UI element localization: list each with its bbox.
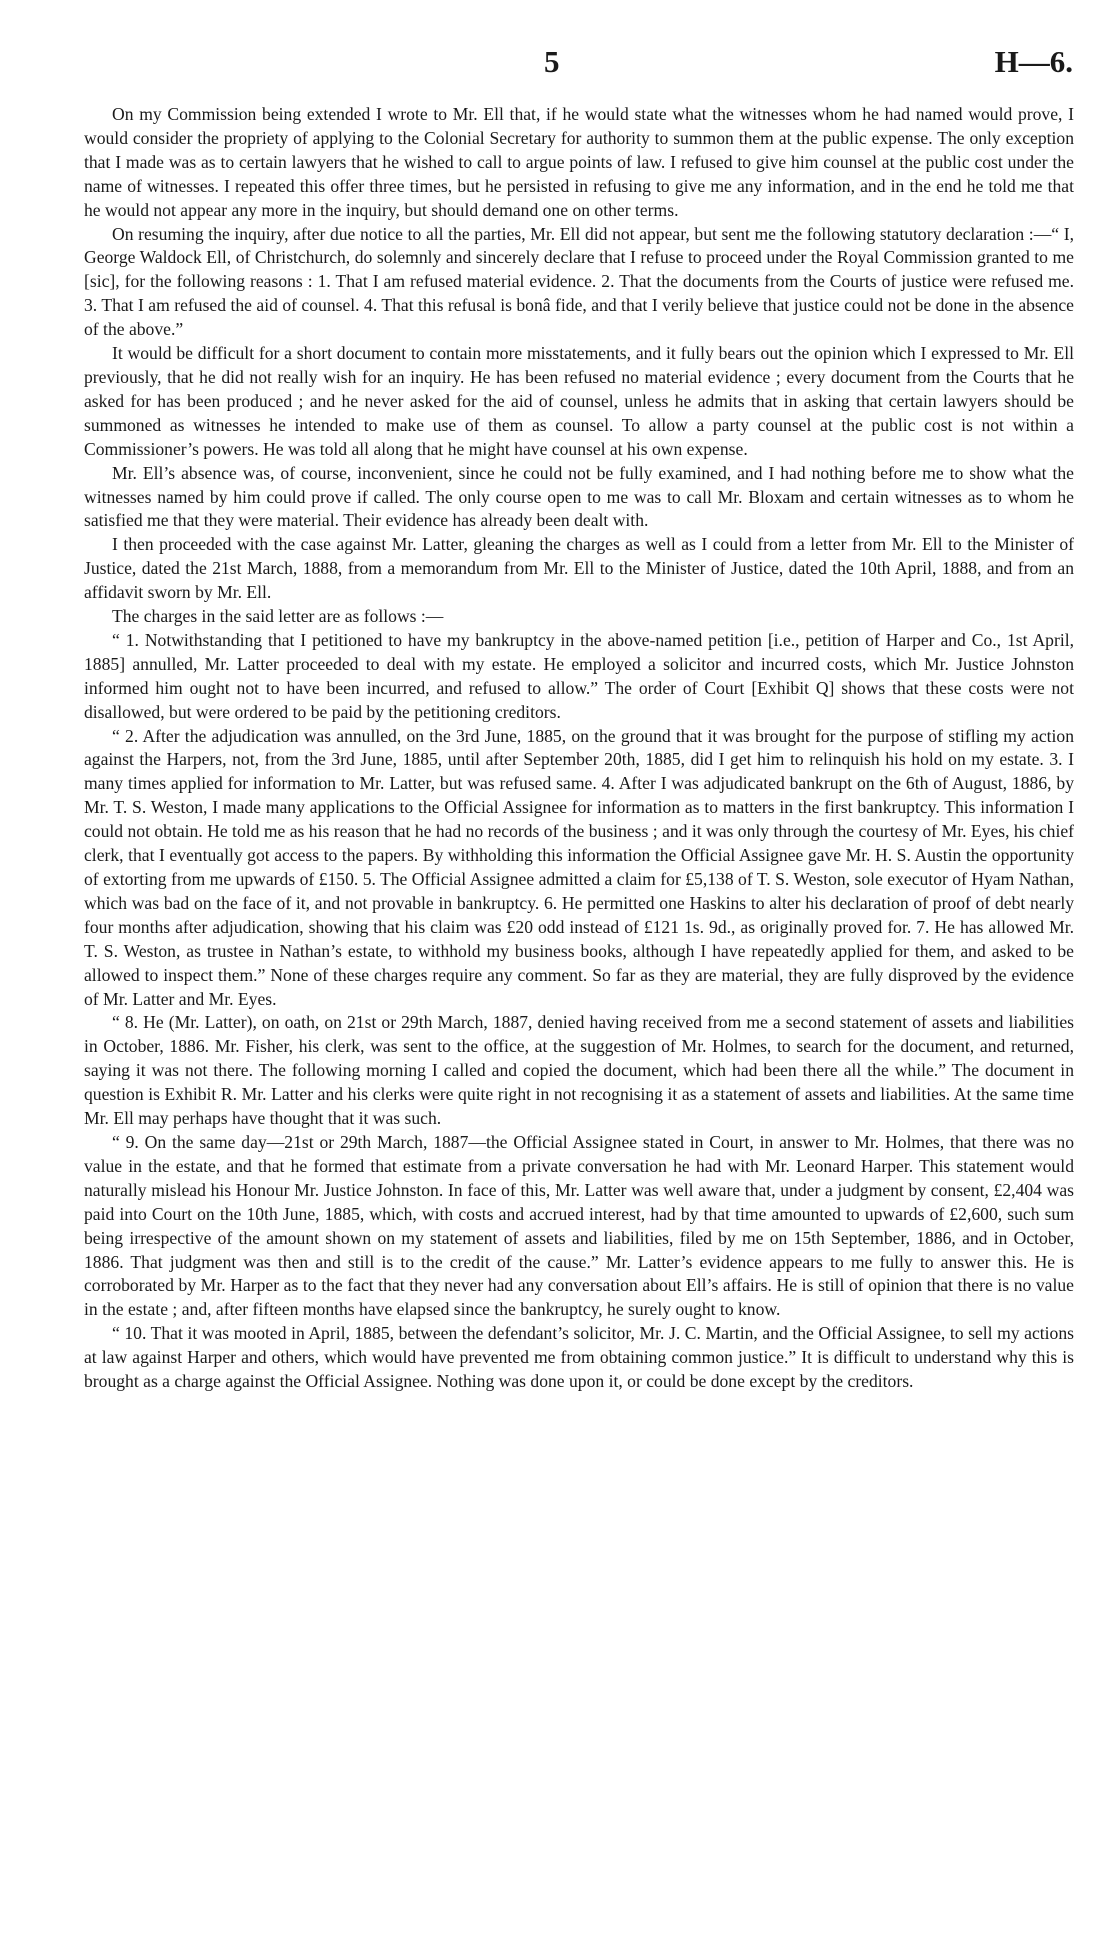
paragraph-charge-10: “ 10. That it was mooted in April, 1885, between the defendant’s solicitor, Mr. J. C. Martin, and the Official Assignee, to sell my actions at law against Harper and others, which would have prevented me from obtaining common justice.” It is difficult to understand why this is brought as a charge against the Official Assignee. Nothing was done upon it, or could be done except by the creditors. xyxy=(84,1323,1074,1392)
paragraph-misstatements: It would be difficult for a short document to contain more misstatements, and it fully bears out the opinion which I expressed to Mr. Ell previously, that he did not really wish for an inquiry. He has been refused no material evidence ; every document from the Courts that he asked for has been produced ; and he never asked for the aid of counsel, unless he admits that in asking that certain lawyers should be summoned as witnesses he intended to make use of them as counsel. To allow a party counsel at the public cost is not within a Commissioner’s powers. He was told all along that he might have counsel at his own expense. xyxy=(84,343,1074,459)
paragraph-charges-intro: The charges in the said letter are as follows :— xyxy=(112,606,444,627)
paragraph-case-against-latter: I then proceeded with the case against Mr. Latter, gleaning the charges as well as I could from a letter from Mr. Ell to the Minister of Justice, dated the 21st March, 1888, from a memorandum from Mr. Ell to the Minister of Justice, dated the 10th April, 1888, and from an affidavit sworn by Mr. Ell. xyxy=(84,534,1074,603)
body-text xyxy=(84,103,1074,1394)
page-number: 5 xyxy=(544,44,560,79)
paragraph-statutory-declaration: On resuming the inquiry, after due notice to all the parties, Mr. Ell did not appear, but sent me the following statutory declaration :—“ I, George Waldock Ell, of Christchurch, do solemnly and sincerely declare that I refuse to proceed under the Royal Commission granted to me [sic], for the following reasons : 1. That I am refused material evidence. 2. That the documents from the Courts of justice were refused me. 3. That I am refused the aid of counsel. 4. That this refusal is bonâ fide, and that I verily believe that justice could not be done in the absence of the above.” xyxy=(84,223,1074,340)
paragraph-charges-2-7: “ 2. After the adjudication was annulled, on the 3rd June, 1885, on the ground that it was brought for the purpose of stifling my action against the Harpers, not, from the 3rd June, 1885, until after September 20th, 1885, did I get him to relinquish his hold on my estate. 3. I many times applied for information to Mr. Latter, but was refused same. 4. After I was adjudicated bankrupt on the 6th of August, 1886, by Mr. T. S. Weston, I made many applications to the Official Assignee for information as to matters in the first bankruptcy. This information I could not obtain. He told me as his reason that he had no records of the business ; and it was only through the courtesy of Mr. Eyes, his chief clerk, that I eventually got access to the papers. By withholding this information the Official Assignee gave Mr. H. S. Austin the opportunity of extorting from me upwards of £150. 5. The Official Assignee admitted a claim for £5,138 of T. S. Weston, sole executor of Hyam Nathan, which was bad on the face of it, and not provable in bankruptcy. 6. He permitted one Haskins to alter his declaration of proof of debt nearly four months after adjudication, showing that his claim was £20 odd instead of £121 1s. 9d., as originally proved for. 7. He has allowed Mr. T. S. Weston, as trustee in Nathan’s estate, to withhold my business books, although I have repeatedly applied for them, and asked to be allowed to inspect them.” None of these charges require any comment. So far as they are material, they are fully disproved by the evidence of Mr. Latter and Mr. Eyes. xyxy=(84,725,1074,1009)
paragraph-charge-9: “ 9. On the same day—21st or 29th March, 1887—the Official Assignee stated in Court, in answer to Mr. Holmes, that there was no value in the estate, and that he formed that estimate from a private conversation he had with Mr. Leonard Harper. This statement would naturally mislead his Honour Mr. Justice Johnston. In face of this, Mr. Latter was well aware that, under a judgment by consent, £2,404 was paid into Court on the 10th June, 1885, which, with costs and accrued interest, had by that time amounted to upwards of £2,600, such sum being irrespective of the amount shown on my statement of assets and liabilities, filed by me on 15th September, 1886, and in October, 1886. That judgment was then and still is to the credit of the cause.” Mr. Latter’s evidence appears to me fully to answer this. He is corroborated by Mr. Harper as to the fact that they never had any conversation about Ell’s affairs. He is still of opinion that there is no value in the estate ; and, after fifteen months have elapsed since the bankruptcy, he surely ought to know. xyxy=(84,1131,1074,1320)
paragraph-commission-extended: On my Commission being extended I wrote to Mr. Ell that, if he would state what the witnesses whom he had named would prove, I would consider the propriety of applying to the Colonial Secretary for authority to summon them at the public expense. The only exception that I made was as to certain lawyers that he wished to call to argue points of law. I refused to give him counsel at the public cost under the name of witnesses. I repeated this offer three times, but he persisted in refusing to give me any information, and in the end he told me that he would not appear any more in the inquiry, but should demand one on other terms. xyxy=(84,104,1074,220)
page-header xyxy=(0,44,1114,84)
paragraph-ell-absence: Mr. Ell’s absence was, of course, inconvenient, since he could not be fully examined, and I had nothing before me to show what the witnesses named by him could prove if called. The only course open to me was to call Mr. Bloxam and certain witnesses as to whom he satisfied me that they were material. Their evidence has already been dealt with. xyxy=(84,462,1074,531)
paragraph-charge-1: “ 1. Notwithstanding that I petitioned to have my bankruptcy in the above-named petition [i.e., petition of Harper and Co., 1st April, 1885] annulled, Mr. Latter proceeded to deal with my estate. He employed a solicitor and incurred costs, which Mr. Justice Johnston informed him ought not to have been incurred, and refused to allow.” The order of Court [Exhibit Q] shows that these costs were not disallowed, but were ordered to be paid by the petitioning creditors. xyxy=(84,629,1074,722)
document-reference: H—6. xyxy=(994,44,1073,79)
paragraph-charge-8: “ 8. He (Mr. Latter), on oath, on 21st or 29th March, 1887, denied having received from me a second statement of assets and liabilities in October, 1886. Mr. Fisher, his clerk, was sent to the office, at the suggestion of Mr. Holmes, to search for the document, and returned, saying it was not there. The following morning I called and copied the document, which had been there all the while.” The document in question is Exhibit R. Mr. Latter and his clerks were quite right in not recognising it as a statement of assets and liabilities. At the same time Mr. Ell may perhaps have thought that it was such. xyxy=(84,1012,1074,1129)
